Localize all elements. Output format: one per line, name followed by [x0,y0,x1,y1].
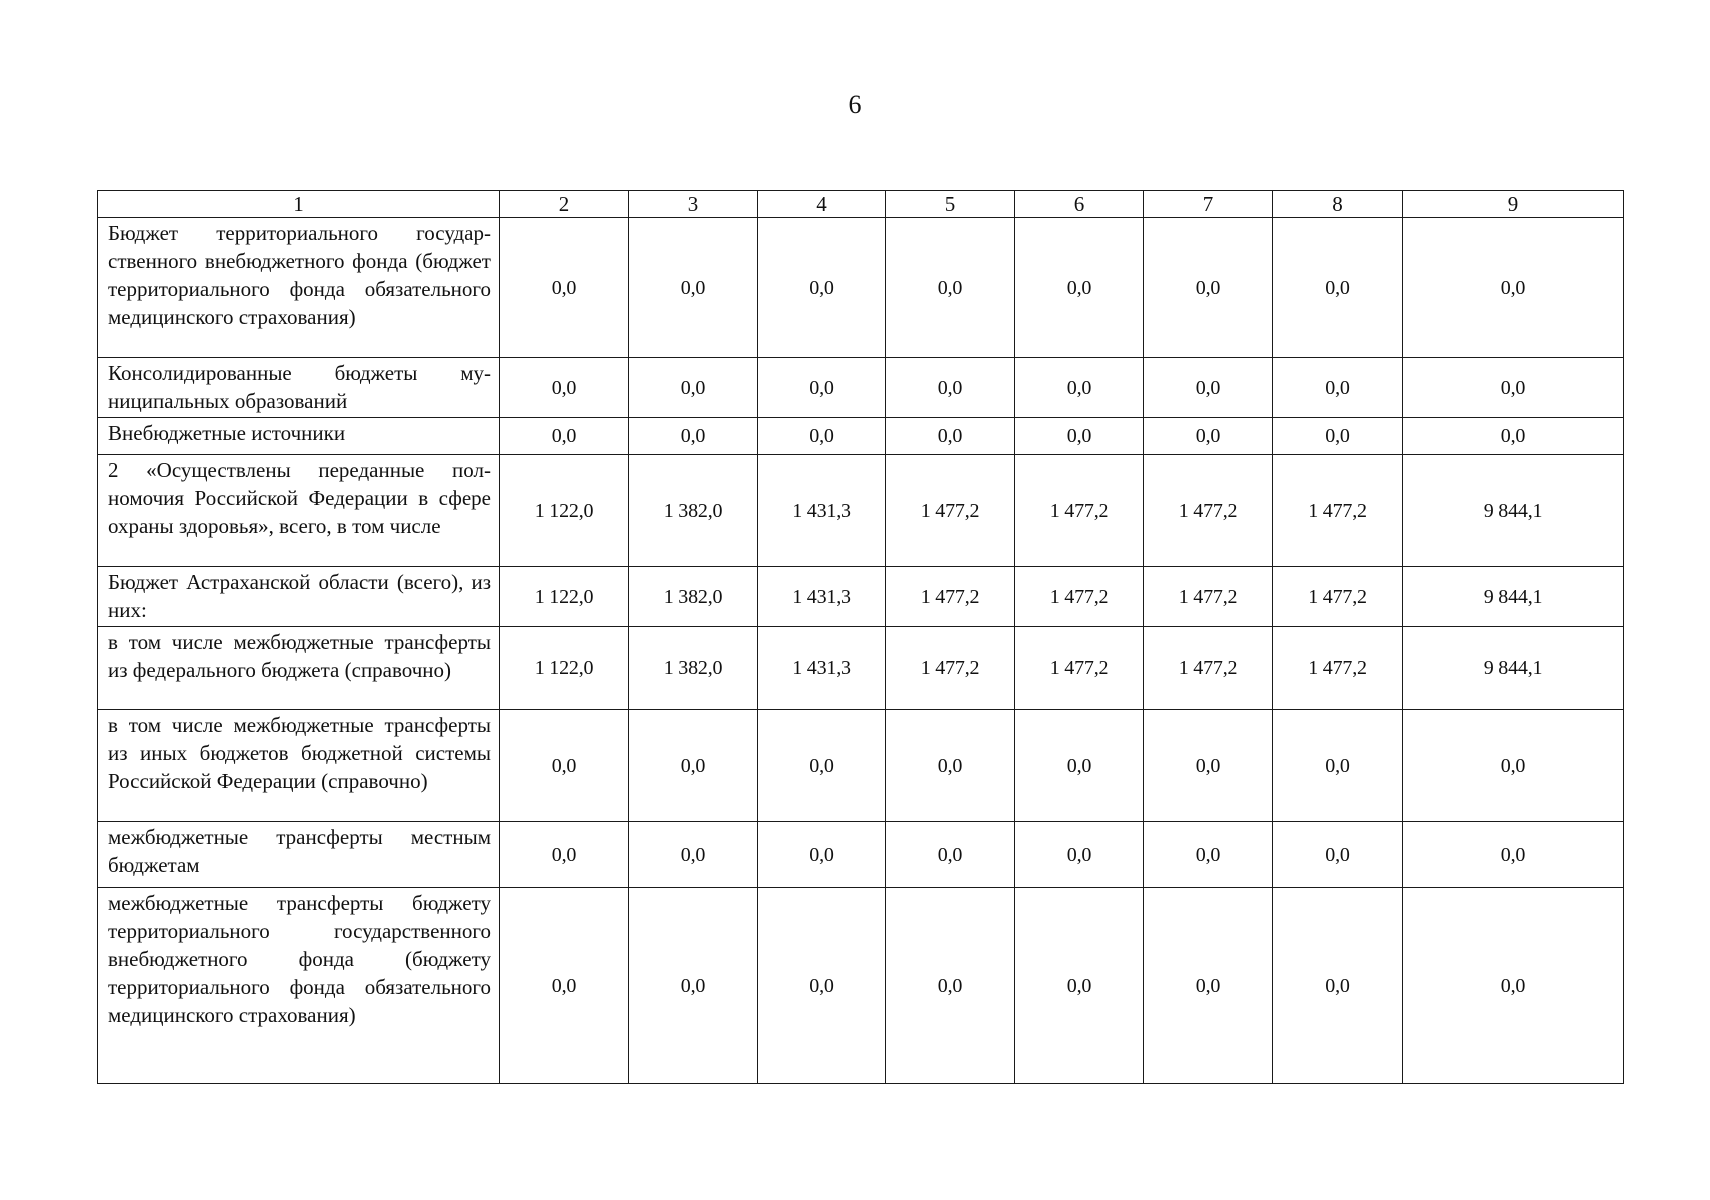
page-number: 6 [848,90,862,119]
value-cell: 1 477,2 [1144,627,1273,710]
column-header: 3 [629,191,758,218]
value-cell: 1 477,2 [1273,567,1403,627]
value-cell: 1 477,2 [1144,455,1273,567]
row-label: Бюджет Астраханской области (всего), из них: [98,567,500,627]
value-cell: 0,0 [1144,358,1273,418]
column-header: 2 [500,191,629,218]
table-row [98,888,1624,1084]
value-cell: 1 477,2 [886,627,1015,710]
row-label: Консолидированные бюджеты муниципальных образований [98,358,500,418]
value-cell: 1 477,2 [1273,627,1403,710]
value-cell: 9 844,1 [1403,567,1624,627]
value-cell: 0,0 [758,358,886,418]
value-cell: 1 382,0 [629,567,758,627]
value-cell: 0,0 [500,358,629,418]
row-label: в том числе межбюджетные трансферты из федерального бюджета (справочно) [98,627,500,710]
row-label: в том числе межбюджетные трансферты из иных бюджетов бюджетной системы Российской Федерации (справочно) [98,710,500,822]
value-cell: 0,0 [1015,358,1144,418]
value-cell: 0,0 [1403,218,1624,358]
value-cell: 0,0 [1403,888,1624,1084]
value-cell: 1 431,3 [758,567,886,627]
table-header-row [98,191,1624,218]
value-cell: 0,0 [1015,418,1144,455]
table-row [98,218,1624,358]
value-cell: 0,0 [758,218,886,358]
value-cell: 0,0 [629,358,758,418]
value-cell: 0,0 [1015,822,1144,888]
value-cell: 1 122,0 [500,567,629,627]
value-cell: 0,0 [758,888,886,1084]
value-cell: 0,0 [629,888,758,1084]
value-cell: 0,0 [886,358,1015,418]
column-header: 5 [886,191,1015,218]
value-cell: 0,0 [1015,888,1144,1084]
value-cell: 0,0 [629,418,758,455]
value-cell: 0,0 [500,418,629,455]
value-cell: 1 122,0 [500,455,629,567]
value-cell: 0,0 [886,822,1015,888]
value-cell: 0,0 [886,218,1015,358]
budget-table [97,190,1624,1084]
value-cell: 0,0 [1403,822,1624,888]
value-cell: 1 382,0 [629,455,758,567]
column-header: 9 [1403,191,1624,218]
column-header: 7 [1144,191,1273,218]
row-label: межбюджетные трансферты местным бюджетам [98,822,500,888]
value-cell: 0,0 [500,822,629,888]
value-cell: 0,0 [500,710,629,822]
value-cell: 1 122,0 [500,627,629,710]
table-row [98,627,1624,710]
table-row [98,455,1624,567]
value-cell: 0,0 [629,710,758,822]
value-cell: 0,0 [758,418,886,455]
value-cell: 0,0 [500,888,629,1084]
value-cell: 1 477,2 [1015,567,1144,627]
column-header: 1 [98,191,500,218]
value-cell: 0,0 [1015,710,1144,822]
value-cell: 1 477,2 [1015,627,1144,710]
value-cell: 0,0 [1273,218,1403,358]
value-cell: 1 477,2 [886,455,1015,567]
value-cell: 1 431,3 [758,627,886,710]
value-cell: 0,0 [886,418,1015,455]
table-row [98,358,1624,418]
column-header: 4 [758,191,886,218]
value-cell: 0,0 [1273,710,1403,822]
value-cell: 0,0 [1403,710,1624,822]
value-cell: 0,0 [1403,418,1624,455]
column-header: 8 [1273,191,1403,218]
value-cell: 0,0 [629,218,758,358]
value-cell: 0,0 [1144,418,1273,455]
value-cell: 0,0 [1015,218,1144,358]
value-cell: 0,0 [1144,218,1273,358]
value-cell: 1 477,2 [1273,455,1403,567]
value-cell: 0,0 [1403,358,1624,418]
row-label: Бюджет территориального государственного внебюджетного фонда (бюджет территориального фонда обязательного медицинского страхования) [98,218,500,358]
value-cell: 0,0 [758,822,886,888]
value-cell: 1 477,2 [1144,567,1273,627]
row-label: Внебюджетные источники [98,418,500,455]
value-cell: 0,0 [629,822,758,888]
value-cell: 9 844,1 [1403,627,1624,710]
value-cell: 0,0 [886,888,1015,1084]
value-cell: 0,0 [500,218,629,358]
value-cell: 9 844,1 [1403,455,1624,567]
value-cell: 0,0 [1273,822,1403,888]
value-cell: 0,0 [1273,888,1403,1084]
value-cell: 0,0 [1273,418,1403,455]
column-header: 6 [1015,191,1144,218]
value-cell: 1 431,3 [758,455,886,567]
value-cell: 0,0 [1144,710,1273,822]
value-cell: 0,0 [758,710,886,822]
value-cell: 1 477,2 [1015,455,1144,567]
table-row [98,418,1624,455]
row-label: межбюджетные трансферты бюджету территориального государственного внебюджетного фонда (бюджету территориального фонда обязательного медицинского страхования) [98,888,500,1084]
value-cell: 0,0 [1144,822,1273,888]
value-cell: 0,0 [1144,888,1273,1084]
value-cell: 0,0 [886,710,1015,822]
value-cell: 1 382,0 [629,627,758,710]
table-row [98,822,1624,888]
table-row [98,710,1624,822]
value-cell: 1 477,2 [886,567,1015,627]
table-row [98,567,1624,627]
row-label: 2 «Осуществлены переданные полномочия Российской Федерации в сфере охраны здоровья», всего, в том числе [98,455,500,567]
value-cell: 0,0 [1273,358,1403,418]
